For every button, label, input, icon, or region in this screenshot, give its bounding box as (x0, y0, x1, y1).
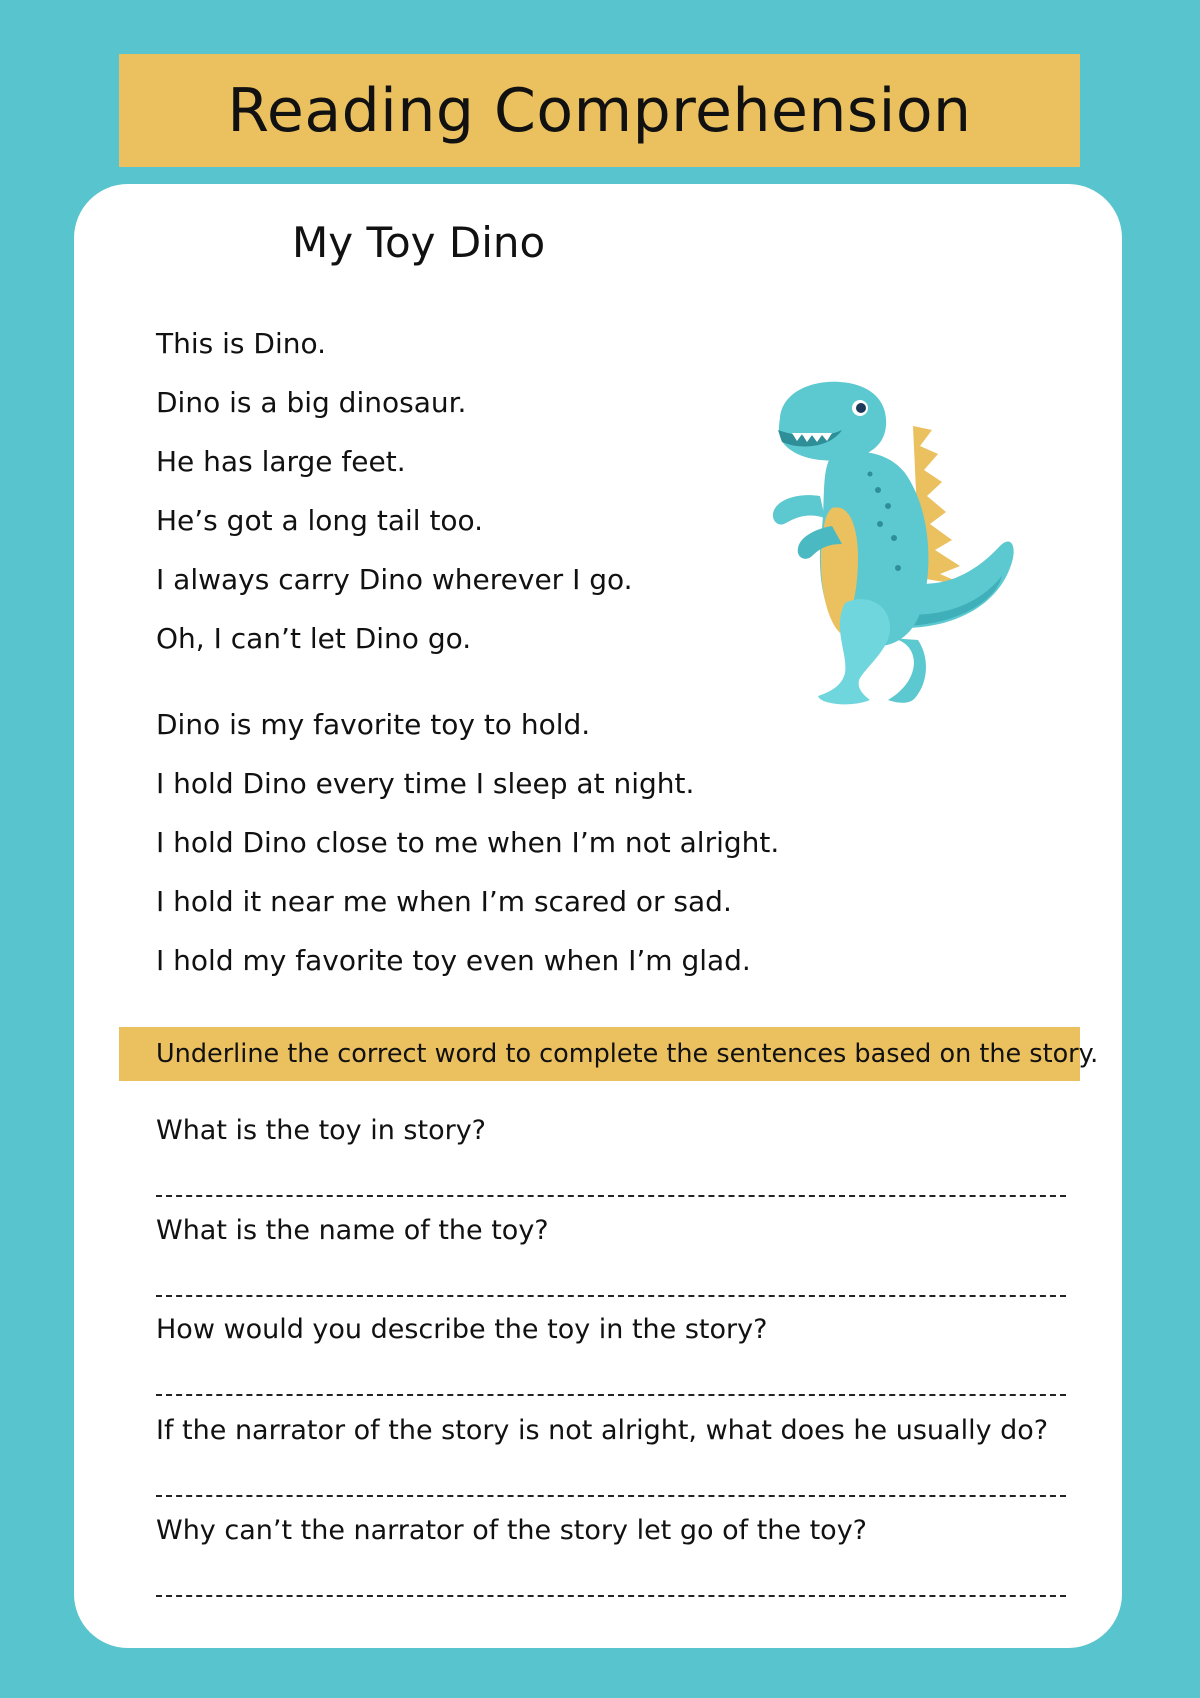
story-paragraph-2 (156, 695, 779, 990)
page-title: Reading Comprehension (227, 75, 972, 146)
story-line: Dino is a big dinosaur. (156, 386, 467, 419)
story-line: I always carry Dino wherever I go. (156, 563, 633, 596)
question-item (156, 1111, 1066, 1197)
teal-dinosaur-icon (770, 378, 1020, 708)
answer-line[interactable] (156, 1295, 1066, 1297)
story-line: This is Dino. (156, 327, 327, 360)
answer-line[interactable] (156, 1595, 1066, 1597)
story-line: He has large feet. (156, 445, 406, 478)
answer-line[interactable] (156, 1495, 1066, 1497)
story-line: I hold it near me when I’m scared or sad. (156, 885, 732, 918)
story-line: Oh, I can’t let Dino go. (156, 622, 472, 655)
story-line: I hold Dino close to me when I’m not alright. (156, 826, 780, 859)
question-text: How would you describe the toy in the story? (156, 1314, 768, 1345)
story-line: Dino is my favorite toy to hold. (156, 708, 591, 741)
question-item (156, 1511, 1066, 1597)
answer-line[interactable] (156, 1195, 1066, 1197)
question-text: What is the toy in story? (156, 1115, 487, 1146)
answer-line[interactable] (156, 1394, 1066, 1396)
question-item (156, 1411, 1066, 1497)
question-item (156, 1211, 1066, 1297)
story-title: My Toy Dino (292, 218, 546, 267)
story-line: I hold Dino every time I sleep at night. (156, 767, 695, 800)
question-text: If the narrator of the story is not alright, what does he usually do? (156, 1415, 1049, 1446)
instructions-banner (119, 1027, 1099, 1081)
question-text: What is the name of the toy? (156, 1215, 549, 1246)
title-banner (119, 54, 1080, 167)
story-paragraph-1 (156, 314, 633, 668)
question-item (156, 1310, 1066, 1396)
instructions-text: Underline the correct word to complete the sentences based on the story. (156, 1039, 1099, 1069)
story-line: He’s got a long tail too. (156, 504, 484, 537)
question-text: Why can’t the narrator of the story let go of the toy? (156, 1515, 868, 1546)
story-line: I hold my favorite toy even when I’m glad. (156, 944, 751, 977)
